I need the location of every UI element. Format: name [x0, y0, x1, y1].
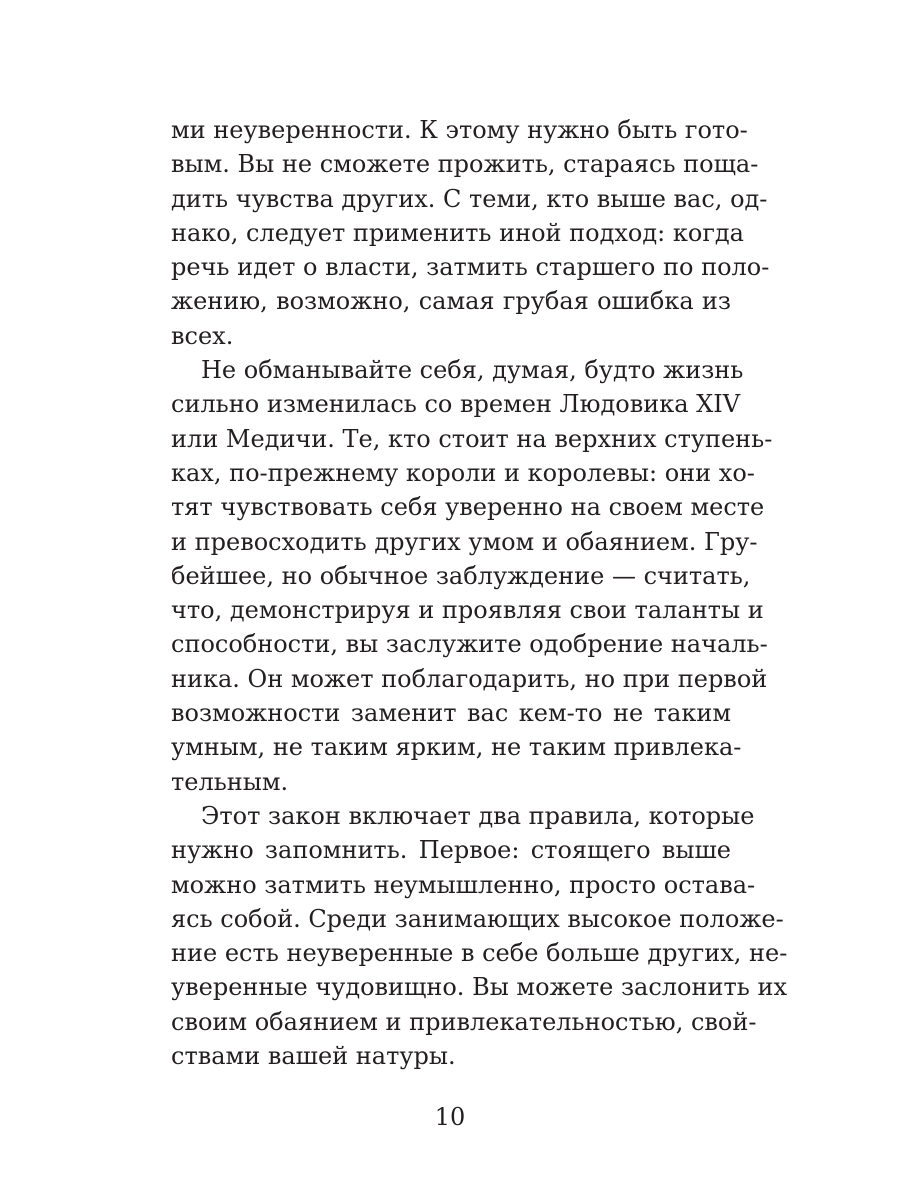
text-line: дить чувства других. С теми, кто выше вас, од- — [171, 184, 768, 213]
text-line: жению, возможно, самая грубая ошибка из — [171, 287, 731, 316]
text-line: Этот закон включает два правила, которые — [201, 801, 755, 830]
body-text — [171, 113, 788, 1073]
text-line: способности, вы заслужите одобрение началь- — [171, 630, 768, 659]
text-line: речь идет о власти, затмить старшего по поло- — [171, 253, 770, 282]
text-line: ках, по-прежнему короли и королевы: они хо- — [171, 458, 755, 487]
text-line: сильно изменилась со времен Людовика XIV — [171, 390, 741, 419]
text-line: нако, следует применить иной подход: когда — [171, 218, 744, 247]
text-line: Не обманывайте себя, думая, будто жизнь — [201, 356, 744, 385]
text-line: вым. Вы не сможете прожить, стараясь поща- — [171, 150, 759, 179]
text-line: своим обаянием и привлекательностью, свой- — [171, 1007, 757, 1036]
text-line: ника. Он может поблагодарить, но при первой — [171, 664, 768, 693]
text-line: ми неуверенности. К этому нужно быть гото- — [171, 116, 748, 144]
text-line: тельным. — [171, 767, 289, 796]
text-line: ствами вашей натуры. — [171, 1042, 456, 1071]
text-line: что, демонстрируя и проявляя свои таланты и — [171, 596, 764, 625]
text-line: тят чувствовать себя уверенно на своем месте — [171, 493, 765, 522]
page-number: 10 — [434, 1103, 466, 1131]
text-line: умным, не таким ярким, не таким привлека- — [171, 733, 742, 762]
text-line: уверенные чудовищно. Вы можете заслонить их — [171, 973, 787, 1002]
text-line: ние есть неуверенные в себе больше других, не- — [171, 939, 788, 968]
text-line: и превосходить других умом и обаянием. Гру- — [171, 527, 758, 556]
text-line: нужно запомнить. Первое: стоящего выше — [171, 836, 731, 865]
text-line: можно затмить неумышленно, просто остава- — [171, 870, 756, 899]
text-line: бейшее, но обычное заблуждение — считать, — [171, 561, 751, 590]
text-line: ясь собой. Среди занимающих высокое положе- — [171, 904, 784, 933]
text-line: всех. — [171, 321, 234, 350]
text-line: возможности заменит вас кем-то не таким — [171, 699, 731, 728]
text-line: или Медичи. Те, кто стоит на верхних ступень- — [171, 424, 773, 453]
